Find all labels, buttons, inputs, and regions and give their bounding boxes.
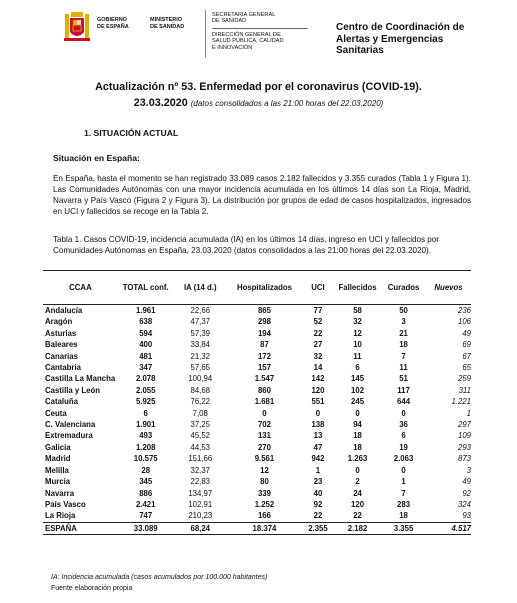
- uci-cell: 13: [302, 430, 334, 441]
- total-cell: 2.078: [135, 374, 156, 384]
- section-heading: 1. SITUACIÓN ACTUAL: [84, 128, 179, 138]
- recovered-cell: 0: [401, 465, 406, 475]
- hospitalized-cell: 80: [227, 476, 302, 487]
- hospitalized-cell: 1.681: [254, 397, 275, 407]
- recovered-cell: 283: [381, 499, 426, 510]
- gov-label: [97, 17, 129, 30]
- new-cell: 3: [466, 465, 471, 475]
- ccaes-line-3: Sanitarias: [336, 45, 384, 56]
- total-cell: 481: [139, 351, 153, 361]
- new-cell: 109: [426, 430, 471, 441]
- new-cell: 1: [426, 408, 471, 419]
- directorate-line-3: E INNOVACIÓN: [212, 44, 253, 51]
- deceased-cell: 22: [353, 511, 362, 521]
- total-hospitalized-cell: 18.374: [227, 522, 302, 534]
- new-cell: 873: [426, 453, 471, 464]
- hospitalized-cell: 87: [227, 339, 302, 350]
- hospitalized-cell: 1.547: [254, 374, 275, 384]
- table-row: [43, 362, 471, 373]
- ccaa-name: Asturias: [45, 328, 77, 338]
- table-row: [43, 476, 471, 487]
- deceased-cell: 11: [353, 351, 362, 361]
- deceased-cell: 0: [334, 408, 381, 419]
- date-note: (datos consolidados a las 21:00 horas del 22.03.2020): [190, 99, 384, 108]
- new-cell: 67: [462, 351, 471, 361]
- ia-cell: 33,84: [174, 339, 228, 350]
- deceased-cell: 24: [353, 488, 362, 498]
- total-cell: 493: [118, 430, 174, 441]
- uci-cell: 47: [313, 442, 323, 452]
- ccaa-name: Murcia: [43, 476, 118, 487]
- header-uci: UCI: [302, 271, 334, 305]
- header-ia: IA (14 d.): [174, 271, 228, 305]
- ccaa-name: País Vasco: [43, 499, 118, 510]
- hospitalized-cell: 172: [257, 351, 271, 361]
- total-cell: 347: [118, 362, 174, 373]
- new-cell: 65: [426, 362, 471, 373]
- table-row: [43, 453, 471, 464]
- secretariat-line-2: DE SANIDAD: [212, 18, 247, 25]
- hospitalized-cell: 12: [260, 465, 269, 475]
- recovered-cell: 1: [381, 476, 426, 487]
- ccaa-name: Cataluña: [45, 397, 78, 407]
- ministry-label: [150, 17, 184, 30]
- ccaa-name: Madrid: [43, 453, 118, 464]
- ccaa-name: Castilla La Mancha: [45, 374, 116, 384]
- ia-cell: 22,83: [174, 476, 228, 487]
- ccaa-name: Castilla y León: [43, 385, 118, 396]
- hospitalized-cell: 0: [227, 408, 302, 419]
- table-row: [43, 373, 471, 384]
- table-row: [43, 351, 471, 362]
- uci-cell: 0: [302, 408, 334, 419]
- ia-cell: 100,94: [188, 374, 213, 384]
- ia-cell: 210,23: [188, 511, 213, 521]
- header-deceased: Fallecidos: [334, 271, 381, 305]
- ccaa-name: La Rioja: [45, 511, 76, 521]
- ccaa-name: Cantabria: [43, 362, 118, 373]
- table-row: [43, 442, 471, 453]
- total-deceased-cell: 2.182: [334, 522, 381, 534]
- recovered-cell: 51: [399, 374, 408, 384]
- header-divider: [205, 10, 206, 58]
- table-footnote: IA: Incidencia acumulada (casos acumulados por 100.000 habitantes): [51, 574, 268, 581]
- total-cell: 345: [118, 476, 174, 487]
- hospitalized-cell: 865: [257, 306, 271, 315]
- ia-cell: 57,39: [190, 328, 211, 338]
- ia-cell: 45,52: [174, 430, 228, 441]
- new-cell: 92: [462, 488, 471, 498]
- ia-cell: 57,65: [174, 362, 228, 373]
- deceased-cell: 58: [353, 306, 362, 315]
- deceased-cell: 94: [353, 420, 362, 430]
- ia-cell: 134,97: [188, 488, 213, 498]
- new-cell: 49: [426, 476, 471, 487]
- hospitalized-cell: 270: [257, 442, 271, 452]
- recovered-cell: 6: [381, 430, 426, 441]
- new-cell: 1.221: [451, 397, 471, 407]
- total-cell: 28: [141, 465, 151, 475]
- ministry-line-1: MINISTERIO: [150, 17, 183, 23]
- header-hospitalized: Hospitalizados: [227, 271, 302, 305]
- total-total-cell: 33.089: [118, 522, 174, 534]
- header-new: Nuevos: [426, 271, 471, 305]
- total-cell: 2.055: [118, 385, 174, 396]
- ia-cell: 47,37: [174, 316, 228, 327]
- report-date: [0, 97, 517, 109]
- total-new-cell: 4.517: [426, 522, 471, 534]
- ccaa-cases-table: [43, 270, 471, 535]
- hospitalized-cell: 131: [227, 430, 302, 441]
- ccaes-line-1: Centro de Coordinación de: [336, 22, 465, 33]
- new-cell: 49: [462, 328, 471, 338]
- uci-cell: 23: [302, 476, 334, 487]
- deceased-cell: 0: [355, 465, 360, 475]
- deceased-cell: 245: [351, 397, 365, 407]
- uci-cell: 942: [302, 453, 334, 464]
- total-cell: 10.575: [118, 453, 174, 464]
- total-cell: 886: [139, 488, 153, 498]
- date-value: 23.03.2020: [133, 97, 188, 109]
- new-cell: 236: [457, 306, 471, 315]
- total-ccaa-name: ESPAÑA: [43, 522, 118, 534]
- table-row: [43, 419, 471, 430]
- total-cell: 747: [139, 511, 153, 521]
- recovered-cell: 7: [401, 351, 406, 361]
- table-row: [43, 465, 471, 476]
- coat-of-arms-icon: [64, 10, 90, 44]
- recovered-cell: 11: [381, 362, 426, 373]
- uci-cell: 92: [302, 499, 334, 510]
- uci-cell: 27: [302, 339, 334, 350]
- total-cell: 594: [139, 328, 153, 338]
- deceased-cell: 1.263: [334, 453, 381, 464]
- uci-cell: 22: [313, 511, 323, 521]
- secretariat-separator: [212, 28, 308, 29]
- deceased-cell: 18: [353, 442, 362, 452]
- table-row: [43, 510, 471, 522]
- table-row: [43, 305, 471, 317]
- new-cell: 297: [457, 420, 471, 430]
- table-row: [43, 488, 471, 499]
- ccaa-name: Melilla: [45, 465, 69, 475]
- recovered-cell: 3: [381, 316, 426, 327]
- deceased-cell: 10: [334, 339, 381, 350]
- recovered-cell: 50: [399, 306, 408, 315]
- ccaes-line-2: Alertas y Emergencias: [336, 33, 444, 45]
- header-total: TOTAL conf.: [118, 271, 174, 305]
- recovered-cell: 36: [399, 420, 408, 430]
- report-title: Actualización nº 53. Enfermedad por el coronavirus (COVID-19).: [95, 81, 422, 93]
- uci-cell: 120: [302, 385, 334, 396]
- recovered-cell: 18: [399, 511, 408, 521]
- table-source: Fuente elaboración propia: [51, 585, 133, 592]
- secretariat-block: [212, 12, 312, 51]
- table-row: [43, 339, 471, 350]
- ccaa-name: Galicia: [45, 442, 71, 452]
- situation-paragraph: En España, hasta el momento se han registrado 33.089 casos 2.182 fallecidos y 3.355 curados (Tabla 1 y Figura 1). Las Comunidades Autónomas con una mayor incidencia acumulada en los últimos 14 días son La Rioja, Madrid, Navarra y País Vasco (Figura 2 y Figura 3). La distribución por grupos de edad de casos hospitalizados, ingresados en UCI y fallecidos se recoge en la Tabla 2.: [53, 174, 471, 216]
- total-cell: 5.925: [135, 397, 156, 407]
- hospitalized-cell: 298: [227, 316, 302, 327]
- header-recovered: Curados: [381, 271, 426, 305]
- deceased-cell: 145: [351, 374, 365, 384]
- new-cell: 93: [462, 511, 471, 521]
- new-cell: 69: [426, 339, 471, 350]
- total-recovered-cell: 3.355: [381, 522, 426, 534]
- directorate-line-1: DIRECCIÓN GENERAL DE: [212, 31, 281, 38]
- deceased-cell: 120: [334, 499, 381, 510]
- uci-cell: 14: [302, 362, 334, 373]
- gov-line-1: GOBIERNO: [97, 17, 127, 23]
- total-cell: 2.421: [118, 499, 174, 510]
- secretariat-line-1: SECRETARÍA GENERAL: [212, 12, 276, 18]
- table-row: [43, 328, 471, 339]
- new-cell: 259: [457, 374, 471, 384]
- document-header: [0, 0, 517, 70]
- table-row: [43, 316, 471, 327]
- ia-cell: 7,08: [174, 408, 228, 419]
- table-row: [43, 408, 471, 419]
- header-ccaa: CCAA: [43, 271, 118, 305]
- ccaa-name: Andalucía: [45, 306, 83, 315]
- uci-cell: 138: [311, 420, 325, 430]
- uci-cell: 77: [313, 306, 323, 315]
- ia-cell: 102,91: [174, 499, 228, 510]
- government-logo: [64, 10, 204, 46]
- total-cell: 1.901: [135, 420, 156, 430]
- ia-cell: 84,68: [174, 385, 228, 396]
- recovered-cell: 117: [381, 385, 426, 396]
- hospitalized-cell: 860: [227, 385, 302, 396]
- ia-cell: 21,32: [190, 351, 211, 361]
- hospitalized-cell: 194: [257, 328, 271, 338]
- table-row: [43, 430, 471, 441]
- new-cell: 311: [426, 385, 471, 396]
- uci-cell: 1: [315, 465, 321, 475]
- table-caption: Tabla 1. Casos COVID-19, incidencia acumulada (IA) en los últimos 14 días, ingreso en UCI y fallecidos por Comunidades Autónomas en España, 23.03.2020 (datos consolidados a las 21:00 horas del 22.03.2020).: [53, 235, 439, 255]
- ia-cell: 76,22: [190, 397, 211, 407]
- recovered-cell: 18: [381, 339, 426, 350]
- ccaa-name: C. Valenciana: [45, 420, 96, 430]
- ia-cell: 22,66: [190, 306, 211, 315]
- total-cell: 638: [118, 316, 174, 327]
- total-uci-cell: 2.355: [302, 522, 334, 534]
- ccaa-name: Ceuta: [43, 408, 118, 419]
- deceased-cell: 32: [334, 316, 381, 327]
- uci-cell: 551: [311, 397, 325, 407]
- uci-cell: 32: [313, 351, 323, 361]
- recovered-cell: 19: [399, 442, 408, 452]
- table-row: [43, 385, 471, 396]
- recovered-cell: 644: [397, 397, 411, 407]
- total-ia-cell: 68,24: [174, 522, 228, 534]
- ccaes-title: [336, 22, 464, 57]
- deceased-cell: 2: [334, 476, 381, 487]
- ccaa-name: Baleares: [43, 339, 118, 350]
- uci-cell: 22: [313, 328, 323, 338]
- ccaa-name: Extremadura: [43, 430, 118, 441]
- recovered-cell: 2.063: [381, 453, 426, 464]
- table-row: [43, 499, 471, 510]
- table-total-row: [43, 522, 471, 534]
- total-cell: 6: [118, 408, 174, 419]
- table-row: [43, 396, 471, 407]
- deceased-cell: 102: [334, 385, 381, 396]
- new-cell: 106: [426, 316, 471, 327]
- recovered-cell: 0: [381, 408, 426, 419]
- deceased-cell: 12: [353, 328, 362, 338]
- uci-cell: 40: [313, 488, 323, 498]
- uci-cell: 142: [311, 374, 325, 384]
- recovered-cell: 7: [401, 488, 406, 498]
- recovered-cell: 21: [399, 328, 408, 338]
- situation-heading: Situación en España:: [53, 153, 140, 163]
- hospitalized-cell: 157: [227, 362, 302, 373]
- hospitalized-cell: 339: [257, 488, 271, 498]
- uci-cell: 52: [302, 316, 334, 327]
- gov-line-2: DE ESPAÑA: [97, 23, 129, 30]
- hospitalized-cell: 9.561: [227, 453, 302, 464]
- total-cell: 400: [118, 339, 174, 350]
- ministry-line-2: DE SANIDAD: [150, 23, 185, 30]
- directorate-line-2: SALUD PÚBLICA, CALIDAD: [212, 38, 284, 45]
- ia-cell: 151,66: [174, 453, 228, 464]
- hospitalized-cell: 166: [257, 511, 271, 521]
- ia-cell: 44,53: [190, 442, 211, 452]
- hospitalized-cell: 702: [257, 420, 271, 430]
- total-cell: 1.208: [135, 442, 156, 452]
- ccaa-name: Aragón: [43, 316, 118, 327]
- ia-cell: 32,37: [190, 465, 211, 475]
- total-cell: 1.961: [135, 306, 156, 315]
- table-header-row: [43, 271, 471, 305]
- new-cell: 324: [426, 499, 471, 510]
- ccaa-name: Navarra: [45, 488, 75, 498]
- new-cell: 293: [457, 442, 471, 452]
- ia-cell: 37,25: [190, 420, 211, 430]
- hospitalized-cell: 1.252: [227, 499, 302, 510]
- deceased-cell: 6: [334, 362, 381, 373]
- deceased-cell: 18: [334, 430, 381, 441]
- table-body: [43, 305, 471, 535]
- ccaa-name: Canarias: [45, 351, 78, 361]
